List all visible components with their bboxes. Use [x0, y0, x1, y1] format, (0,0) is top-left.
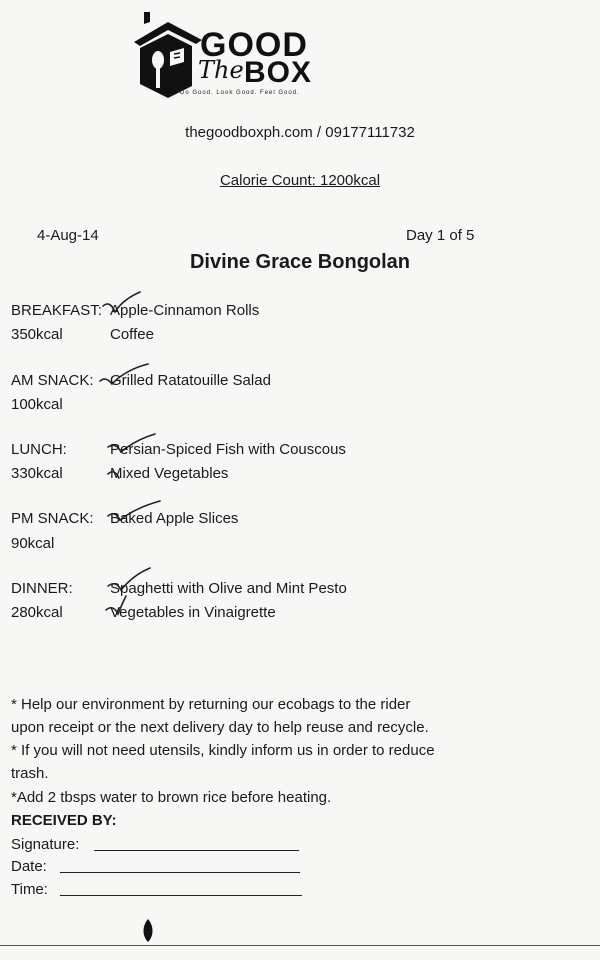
time-field[interactable]: [60, 895, 302, 896]
logo-tagline: Do Good. Look Good. Feel Good.: [180, 90, 300, 96]
meal-label-pm-snack: PM SNACK:: [11, 510, 94, 527]
meal-item: Apple-Cinnamon Rolls: [110, 302, 260, 319]
note-line: trash.: [11, 765, 49, 782]
leaf-icon: [140, 918, 156, 944]
delivery-date: 4-Aug-14: [37, 227, 99, 244]
meal-label-am-snack: AM SNACK:: [11, 372, 94, 389]
good-box-logo: [130, 10, 340, 100]
meal-kcal-breakfast: 350kcal: [11, 326, 63, 343]
logo-word-the: The: [198, 56, 244, 84]
time-label: Time:: [11, 881, 48, 898]
calorie-count: [0, 172, 600, 189]
signature-field[interactable]: [94, 850, 299, 851]
note-line: *Add 2 tbsps water to brown rice before heating.: [11, 789, 332, 806]
logo-word-box: BOX: [244, 56, 313, 89]
meal-item: Persian-Spiced Fish with Couscous: [110, 441, 346, 458]
meal-kcal-dinner: 280kcal: [11, 604, 63, 621]
calorie-count-text: Calorie Count: 1200kcal: [219, 172, 381, 189]
meal-label-dinner: DINNER:: [11, 580, 73, 597]
page-bottom-edge: [0, 945, 600, 946]
meal-item: Coffee: [110, 326, 154, 343]
contact-info: thegoodboxph.com / 09177111732: [185, 124, 415, 141]
meal-item: Baked Apple Slices: [110, 510, 239, 527]
meal-label-lunch: LUNCH:: [11, 441, 67, 458]
received-by-heading: RECEIVED BY:: [11, 812, 117, 829]
meal-item: Mixed Vegetables: [110, 465, 229, 482]
date-label: Date:: [11, 858, 47, 875]
logo-word-good: GOOD: [200, 26, 308, 64]
customer-name: Divine Grace Bongolan: [189, 251, 411, 273]
meal-label-breakfast: BREAKFAST:: [11, 302, 102, 319]
meal-item: Vegetables in Vinaigrette: [110, 604, 276, 621]
day-counter: Day 1 of 5: [406, 227, 475, 244]
meal-kcal-pm-snack: 90kcal: [11, 535, 55, 552]
note-line: * Help our environment by returning our ecobags to the rider: [11, 696, 411, 713]
meal-kcal-lunch: 330kcal: [11, 465, 63, 482]
meal-item: Spaghetti with Olive and Mint Pesto: [110, 580, 347, 597]
house-logo-icon: [130, 10, 210, 100]
note-line: upon receipt or the next delivery day to help reuse and recycle.: [11, 719, 429, 736]
note-line: * If you will not need utensils, kindly inform us in order to reduce: [11, 742, 435, 759]
signature-label: Signature:: [11, 836, 80, 853]
date-field[interactable]: [60, 872, 300, 873]
meal-item: Grilled Ratatouille Salad: [110, 372, 271, 389]
meal-kcal-am-snack: 100kcal: [11, 396, 63, 413]
